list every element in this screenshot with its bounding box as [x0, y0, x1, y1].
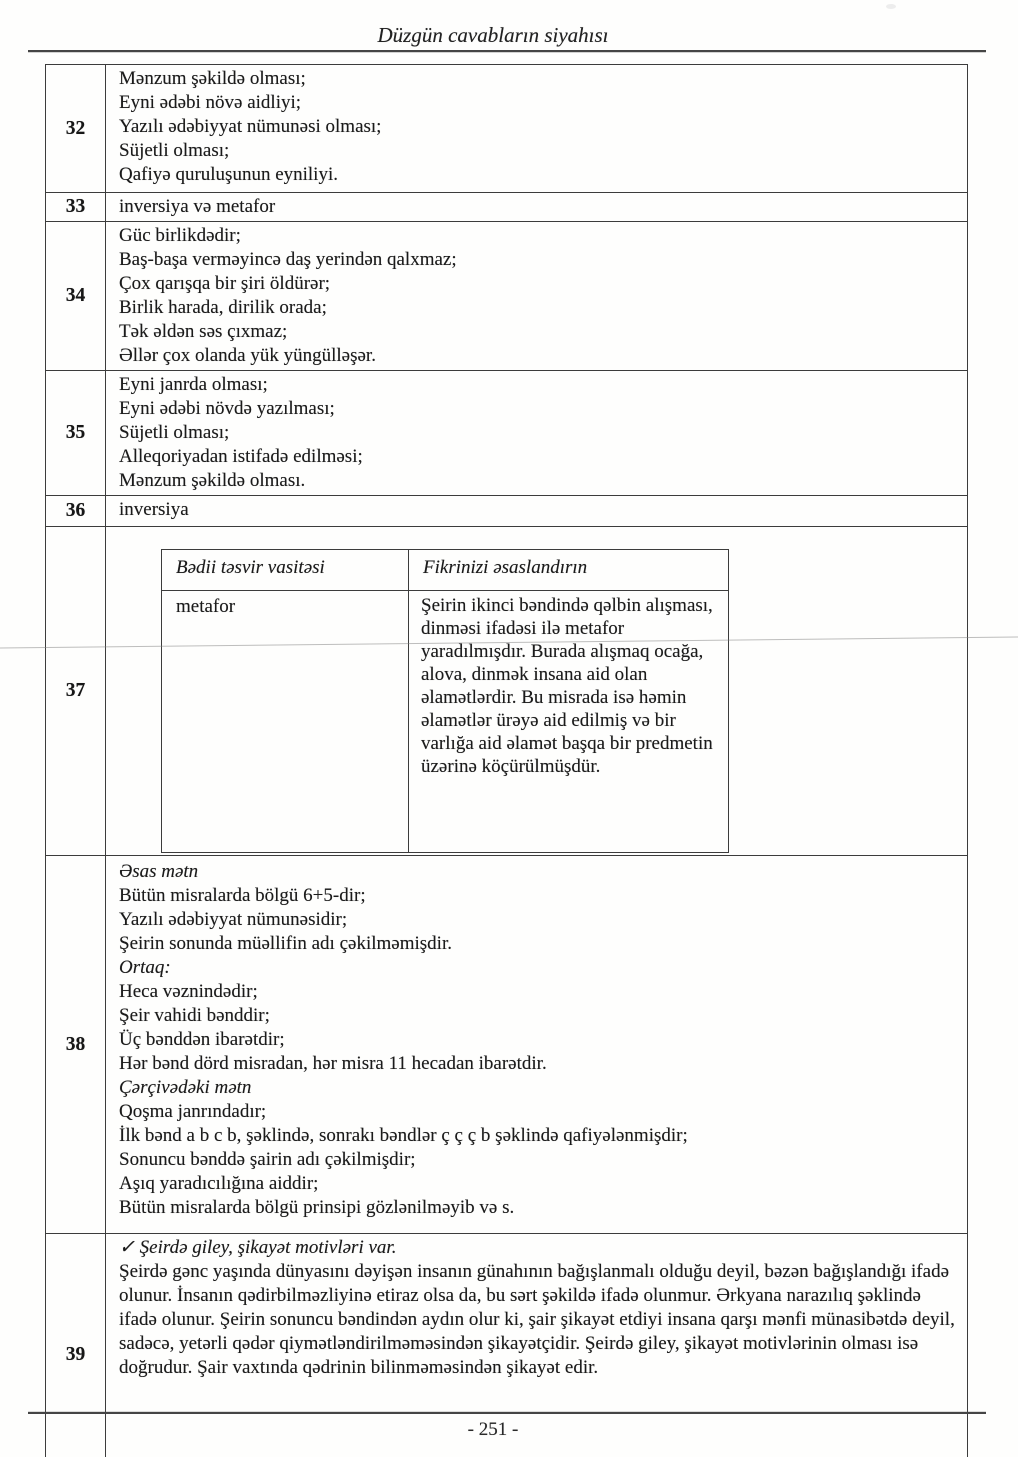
answer-lines	[119, 498, 959, 522]
answer-line: Tək əldən səs çıxmaz;	[119, 321, 288, 342]
answer-lines	[119, 195, 959, 219]
answer-line: Hər bənd dörd misradan, hər misra 11 hecadan ibarətdir.	[119, 1053, 547, 1074]
answer-line: Qafiyə quruluşunun eyniliyi.	[119, 164, 338, 185]
answer-content	[106, 222, 968, 371]
answer-line: Süjetli olması;	[119, 140, 230, 161]
answer-content	[106, 65, 968, 193]
answer-line: Eyni janrda olması;	[119, 374, 268, 395]
answer-content	[106, 527, 968, 856]
row-number: 36	[46, 496, 106, 527]
answer-line: Süjetli olması;	[119, 422, 230, 443]
answer-line: inversiya	[119, 499, 189, 520]
answer-content	[106, 856, 968, 1234]
page-number: - 251 -	[467, 1419, 519, 1440]
inner-table-header-row	[162, 550, 729, 591]
answer-line: Əsas mətn	[119, 861, 199, 882]
answer-line: Çox qarışqa bir şiri öldürər;	[119, 273, 331, 294]
table-row	[46, 496, 968, 527]
title-rule	[28, 50, 986, 52]
answer-line: Sonuncu bənddə şairin adı çəkilmişdir;	[119, 1149, 416, 1170]
table-row	[46, 856, 968, 1234]
answer-line: ✓ Şeirdə giley, şikayət motivləri var.	[119, 1237, 397, 1258]
answer-line: Mənzum şəkildə olması.	[119, 470, 306, 491]
table-row	[46, 371, 968, 496]
row-number: 39	[46, 1234, 106, 1457]
footer-rule	[28, 1412, 986, 1414]
answer-line: Bütün misralarda bölgü 6+5-dir;	[119, 885, 366, 906]
answer-lines	[119, 860, 959, 1220]
row-number: 37	[46, 527, 106, 856]
answer-line: Birlik harada, dirilik orada;	[119, 297, 327, 318]
answer-line: Yazılı ədəbiyyat nümunəsidir;	[119, 909, 348, 930]
inner-table-header-col2: Fikrinizi əsaslandırın	[409, 550, 729, 591]
answer-line: Ortaq:	[119, 957, 171, 978]
answer-line: Bütün misralarda bölgü prinsipi gözlənilməyib və s.	[119, 1197, 515, 1218]
answer-line: Mənzum şəkildə olması;	[119, 68, 306, 89]
answer-lines	[119, 224, 959, 368]
page-title: Düzgün cavabların siyahısı	[377, 23, 609, 47]
row-number: 33	[46, 193, 106, 222]
answer-line: Şeir vahidi bənddir;	[119, 1005, 270, 1026]
row-number: 32	[46, 65, 106, 193]
answer-line: Baş-başa verməyincə daş yerindən qalxmaz;	[119, 249, 457, 270]
answer-line: Şeirdə gənc yaşında dünyasını dəyişən insanın günahının bağışlanmalı olduğu deyil, bəzən bağışlandığı ifadə olunur. İnsanın qədirbilməzliyinə etiraz olsa da, bu sərt şəkildə ifadə olunmur. Ərkyana narazılıq şəklində ifadə olunur. Şeirin sonuncu bəndindən aydın olur ki, şair şikayət etdiyi insana qarşı mənfi münasibətdə deyil, sadəcə, yetərli qədər qiymətləndirilməməsindən şikayətçidir. Şeirdə giley, şikayət motivlərinin olması isə doğrudur. Şair vaxtında qədrinin bilinməməsindən şikayət edir.	[119, 1261, 955, 1378]
table-row	[46, 527, 968, 856]
answer-content	[106, 496, 968, 527]
answer-lines	[119, 1236, 959, 1380]
answer-line: Heca vəznindədir;	[119, 981, 258, 1002]
answer-line: Çərçivədəki mətn	[119, 1077, 252, 1098]
scan-speck	[886, 4, 896, 9]
table-row	[46, 193, 968, 222]
answer-lines	[119, 373, 959, 493]
answer-content	[106, 193, 968, 222]
answer-line: Üç bənddən ibarətdir;	[119, 1029, 285, 1050]
inner-table-body-row	[162, 591, 729, 853]
inner-table	[161, 549, 729, 853]
row-number: 35	[46, 371, 106, 496]
row-number: 38	[46, 856, 106, 1234]
inner-table-header-col1: Bədii təsvir vasitəsi	[162, 550, 409, 591]
answer-line: Yazılı ədəbiyyat nümunəsi olması;	[119, 116, 382, 137]
answer-line: Alleqoriyadan istifadə edilməsi;	[119, 446, 363, 467]
inner-table-cell-device: metafor	[162, 591, 409, 853]
table-row	[46, 65, 968, 193]
table-row	[46, 222, 968, 371]
answer-lines	[119, 67, 959, 187]
answer-line: Əllər çox olanda yük yüngülləşər.	[119, 345, 376, 366]
answer-content	[106, 371, 968, 496]
answer-line: inversiya və metafor	[119, 196, 276, 217]
answer-line: Eyni ədəbi növdə yazılması;	[119, 398, 335, 419]
answer-line: Güc birlikdədir;	[119, 225, 241, 246]
answer-line: İlk bənd a b c b, şəklində, sonrakı bəndlər ç ç ç b şəklində qafiyələnmişdir;	[119, 1125, 688, 1146]
answer-line: Qoşma janrındadır;	[119, 1101, 267, 1122]
answer-line: Aşıq yaradıcılığına aiddir;	[119, 1173, 319, 1194]
row-number: 34	[46, 222, 106, 371]
answer-line: Eyni ədəbi növə aidliyi;	[119, 92, 302, 113]
answer-line: Şeirin sonunda müəllifin adı çəkilməmişdir.	[119, 933, 452, 954]
inner-table-cell-justification: Şeirin ikinci bəndində qəlbin alışması, dinməsi ifadəsi ilə metafor yaradılmışdır. Burada alışmaq ocağa, alova, dinmək insana aid olan əlamətlərdir. Bu misrada isə həmin əlamətlər ürəyə aid edilmiş və bir varlığa aid əlamət başqa bir predmetin üzərinə köçürülmüşdür.	[409, 591, 729, 853]
answers-table	[45, 64, 968, 1457]
